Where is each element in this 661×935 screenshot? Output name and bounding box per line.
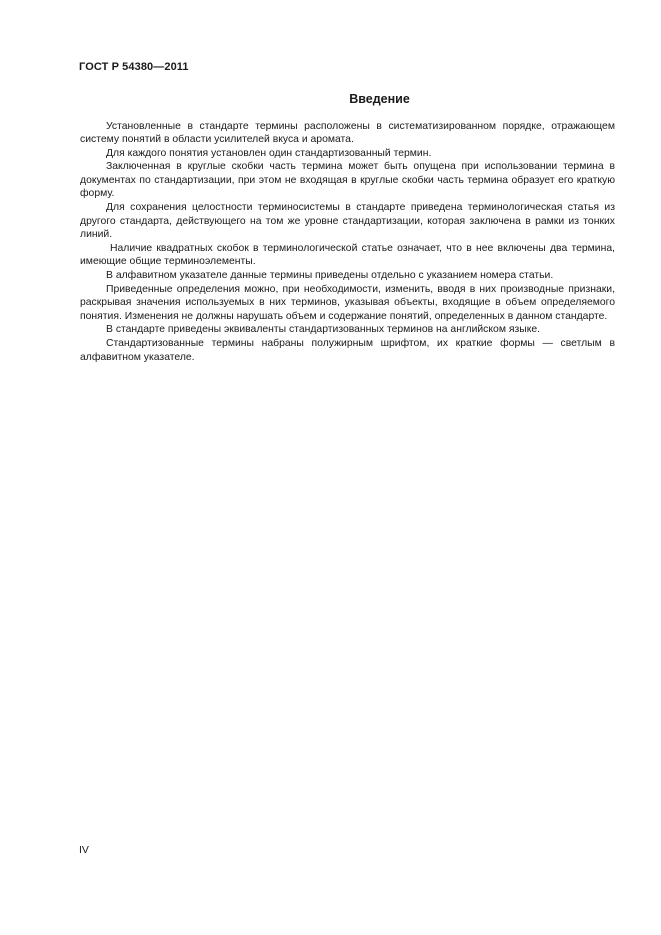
paragraph-term-order: Установленные в стандарте термины расположены в систематизированном порядке, отражающем систему понятий в области усилителей вкуса и аромата. (80, 120, 615, 146)
introduction-body (80, 120, 615, 365)
standard-code-header: ГОСТ Р 54380—2011 (79, 61, 189, 73)
paragraph-term-system-integrity: Для сохранения целостности терминосистемы в стандарте приведена терминологическая статья из другого стандарта, действующего на том же уровне стандартизации, которая заключена в рамки из тонких линий. (80, 202, 615, 241)
paragraph-alphabetical-index: В алфавитном указателе данные термины приведены отдельно с указанием номера статьи. (106, 270, 554, 282)
section-title (80, 92, 613, 106)
section-title-text: Введение (349, 92, 410, 106)
paragraph-round-brackets: Заключенная в круглые скобки часть термина может быть опущена при использовании термина в документах по стандартизации, при этом не входящая в круглые скобки часть термина образует его краткую форму. (80, 161, 615, 200)
paragraph-square-brackets: Наличие квадратных скобок в терминологической статье означает, что в нее включены два термина, имеющие общие терминоэлементы. (80, 242, 615, 268)
paragraph-single-term: Для каждого понятия установлен один стандартизованный термин. (106, 147, 432, 159)
page-number: IV (79, 844, 89, 856)
paragraph-typography: Стандартизованные термины набраны полужирным шрифтом, их краткие формы — светлым в алфавитном указателе. (80, 338, 615, 363)
paragraph-definitions-changes: Приведенные определения можно, при необходимости, изменить, вводя в них производные признаки, раскрывая значения используемых в них терминов, указывая объекты, входящие в объем определяемого понятия. Изменения не должны нарушать объем и содержание понятий, определенных в данном стандарте. (80, 283, 615, 322)
paragraph-english-equivalents: В стандарте приведены эквиваленты стандартизованных терминов на английском языке. (106, 324, 541, 336)
